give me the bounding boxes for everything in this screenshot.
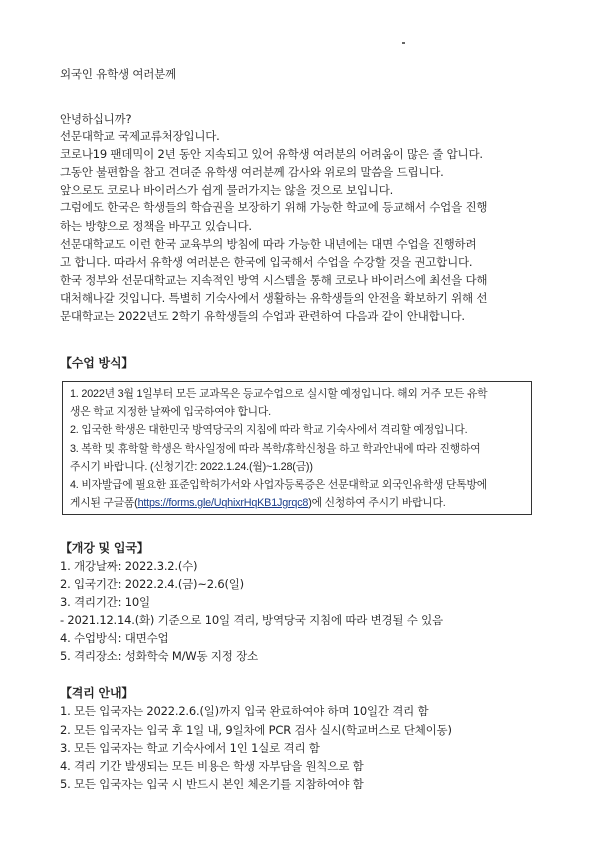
form-text-suffix: )에 신청하여 주시기 바랍니다. (308, 497, 446, 509)
intro-line: 그럼에도 한국은 학생들의 학습권을 보장하기 위해 가능한 학교에 등교해서 수업을 진행 (60, 200, 488, 214)
opening-item: 2. 입국기간: 2022.2.4.(금)~2.6(일) (60, 577, 244, 591)
opening-item: 1. 개강날짜: 2022.3.2.(수) (60, 559, 198, 573)
opening-item: 4. 수업방식: 대면수업 (60, 631, 169, 645)
intro-line: 선문대학교 국제교류처장입니다. (60, 129, 220, 143)
quarantine-item: 3. 모든 입국자는 학교 기숙사에서 1인 1실로 격리 함 (60, 741, 320, 755)
quarantine-item: 2. 모든 입국자는 입국 후 1일 내, 9일차에 PCR 검사 실시(학교버스로 단체이동) (60, 723, 452, 737)
intro-line: 그동안 불편함을 참고 견뎌준 유학생 여러분께 감사와 위로의 말씀을 드립니다. (60, 165, 444, 179)
class-method-item-last (70, 495, 446, 511)
google-form-link[interactable]: https://forms.gle/UqhixrHqKB1Jgrqc8 (137, 497, 309, 509)
intro-line: 문대학교는 2022년도 2학기 유학생들의 수업과 관련하여 다음과 같이 안내합니다. (60, 309, 465, 323)
class-method-heading: 【수업 방식】 (60, 356, 134, 370)
intro-line: 코로나19 팬데믹이 2년 동안 지속되고 있어 유학생 여러분의 어려움이 많은 줄 압니다. (60, 147, 483, 161)
opening-heading: 【개강 및 입국】 (60, 541, 149, 555)
opening-item: 5. 격리장소: 성화학숙 M/W동 지정 장소 (60, 649, 258, 663)
class-method-item: 생은 학교 지정한 날짜에 입국하여야 합니다. (70, 406, 271, 418)
class-method-item: 4. 비자발급에 필요한 표준입학허가서와 사업자등록증은 선문대학교 외국인유학생 단톡방에 (70, 479, 487, 491)
intro-line: 한국 정부와 선문대학교는 지속적인 방역 시스템을 통해 코로나 바이러스에 최선을 다해 (60, 273, 488, 287)
intro-line: 대처해나갈 것입니다. 특별히 기숙사에서 생활하는 유학생들의 안전을 확보하기 위해 선 (60, 291, 488, 305)
class-method-item: 1. 2022년 3월 1일부터 모든 교과목은 등교수업으로 실시할 예정입니다. 해외 거주 모든 유학 (70, 388, 488, 400)
intro-line: 앞으로도 코로나 바이러스가 쉽게 물러가지는 않을 것으로 보입니다. (60, 183, 394, 197)
opening-item: 3. 격리기간: 10일 (60, 595, 150, 609)
intro-line: 안녕하십니까? (60, 112, 132, 126)
greeting: 외국인 유학생 여러분께 (60, 67, 176, 81)
class-method-item: 3. 복학 및 휴학할 학생은 학사일정에 따라 복학/휴학신청을 하고 학과안내에 따라 진행하여 (70, 443, 481, 455)
class-method-item: 2. 입국한 학생은 대한민국 방역당국의 지침에 따라 학교 기숙사에서 격리할 예정입니다. (70, 424, 468, 436)
opening-item: - 2021.12.14.(화) 기준으로 10일 격리, 방역당국 지침에 따라 변경될 수 있음 (60, 613, 443, 627)
intro-line: 하는 방향으로 정책을 바꾸고 있습니다. (60, 219, 252, 233)
quarantine-item: 1. 모든 입국자는 2022.2.6.(일)까지 입국 완료하여야 하며 10일간 격리 함 (60, 704, 429, 718)
scan-speck (402, 42, 405, 44)
class-method-item: 주시기 바랍니다. (신청기간: 2022.1.24.(월)~1.28(금)) (70, 461, 313, 473)
quarantine-item: 5. 모든 입국자는 입국 시 반드시 본인 체온기를 지참하여야 함 (60, 777, 364, 791)
intro-line: 선문대학교도 이런 한국 교육부의 방침에 따라 가능한 내년에는 대면 수업을 진행하려 (60, 237, 477, 251)
quarantine-item: 4. 격리 기간 발생되는 모든 비용은 학생 자부담을 원칙으로 함 (60, 759, 364, 773)
form-text-prefix: 게시된 구글폼( (70, 497, 138, 509)
intro-line: 고 합니다. 따라서 유학생 여러분은 한국에 입국해서 수업을 수강할 것을 권고합니다. (60, 255, 473, 269)
quarantine-heading: 【격리 안내】 (60, 686, 134, 700)
